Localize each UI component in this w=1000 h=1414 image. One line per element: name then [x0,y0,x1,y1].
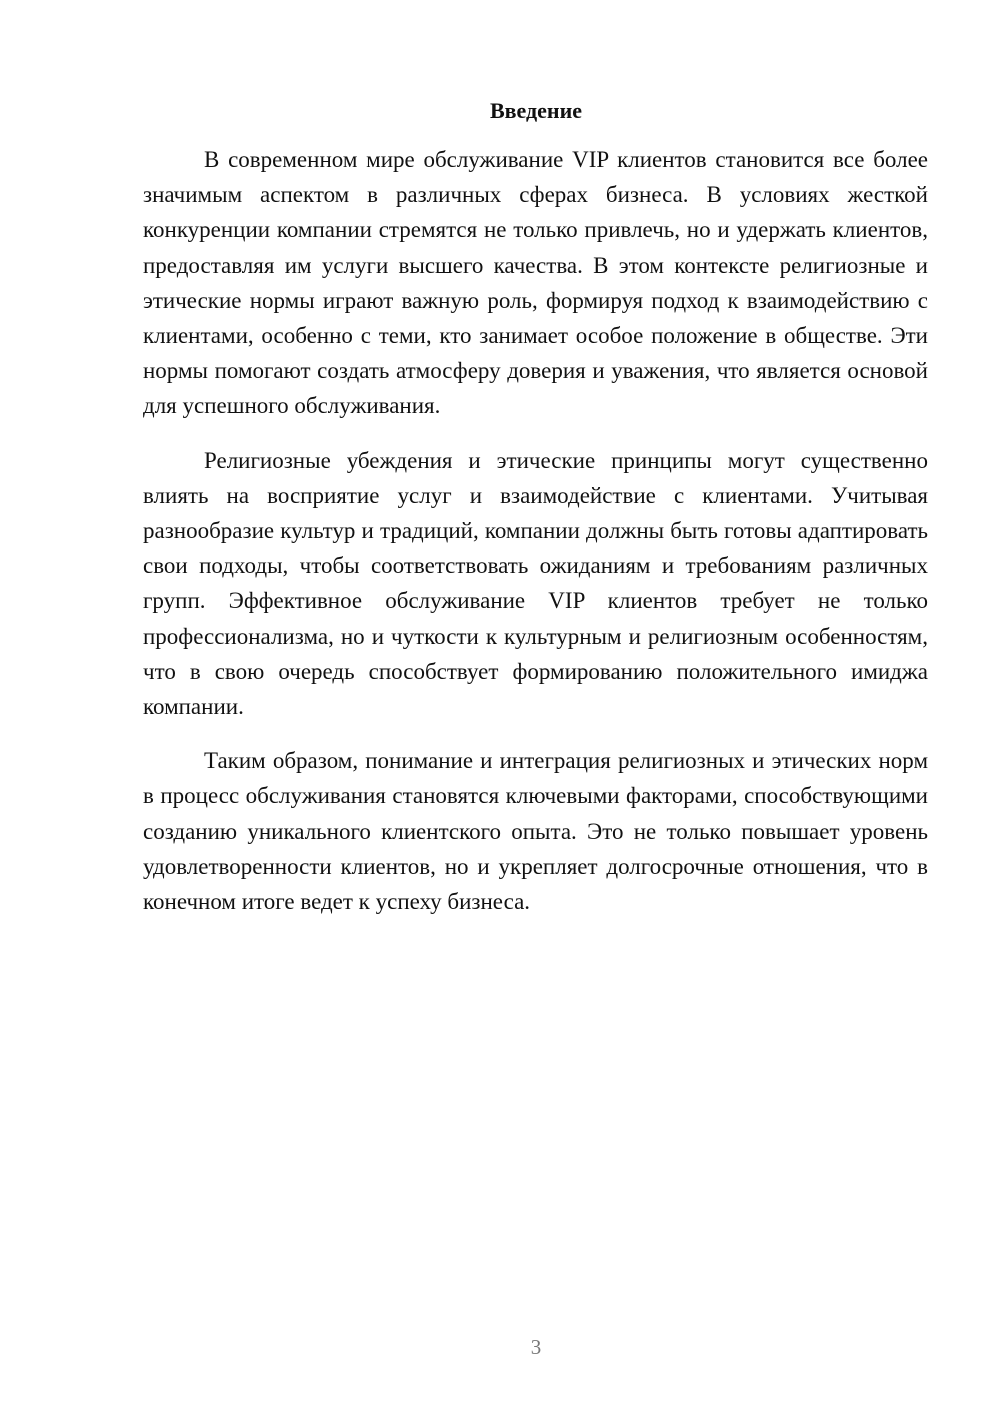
body-text [143,142,928,938]
section-title: Введение [489,98,583,123]
paragraph-3: Таким образом, понимание и интеграция религиозных и этических норм в процесс обслуживания становятся ключевыми факторами, способствующими созданию уникального клиентского опыта. Это не только повышает уровень удовлетворенности клиентов, но и укрепляет долгосрочные отношения, что в конечном итоге ведет к успеху бизнеса. [143,748,928,915]
page-number: 3 [530,1335,542,1359]
paragraph-1: В современном мире обслуживание VIP клиентов становится все более значимым аспектом в различных сферах бизнеса. В условиях жесткой конкуренции компании стремятся не только привлечь, но и удержать клиентов, предоставляя им услуги высшего качества. В этом контексте религиозные и этические нормы играют важную роль, формируя подход к взаимодействию с клиентами, особенно с теми, кто занимает особое положение в обществе. Эти нормы помогают создать атмосферу доверия и уважения, что является основой для успешного обслуживания. [143,147,928,419]
paragraph-2: Религиозные убеждения и этические принципы могут существенно влиять на восприятие услуг и взаимодействие с клиентами. Учитывая разнообразие культур и традиций, компании должны быть готовы адаптировать свои подходы, чтобы соответствовать ожиданиям и требованиям различных групп. Эффективное обслуживание VIP клиентов требует не только профессионализма, но и чуткости к культурным и религиозным особенностям, что в свою очередь способствует формированию положительного имиджа компании. [143,447,928,720]
